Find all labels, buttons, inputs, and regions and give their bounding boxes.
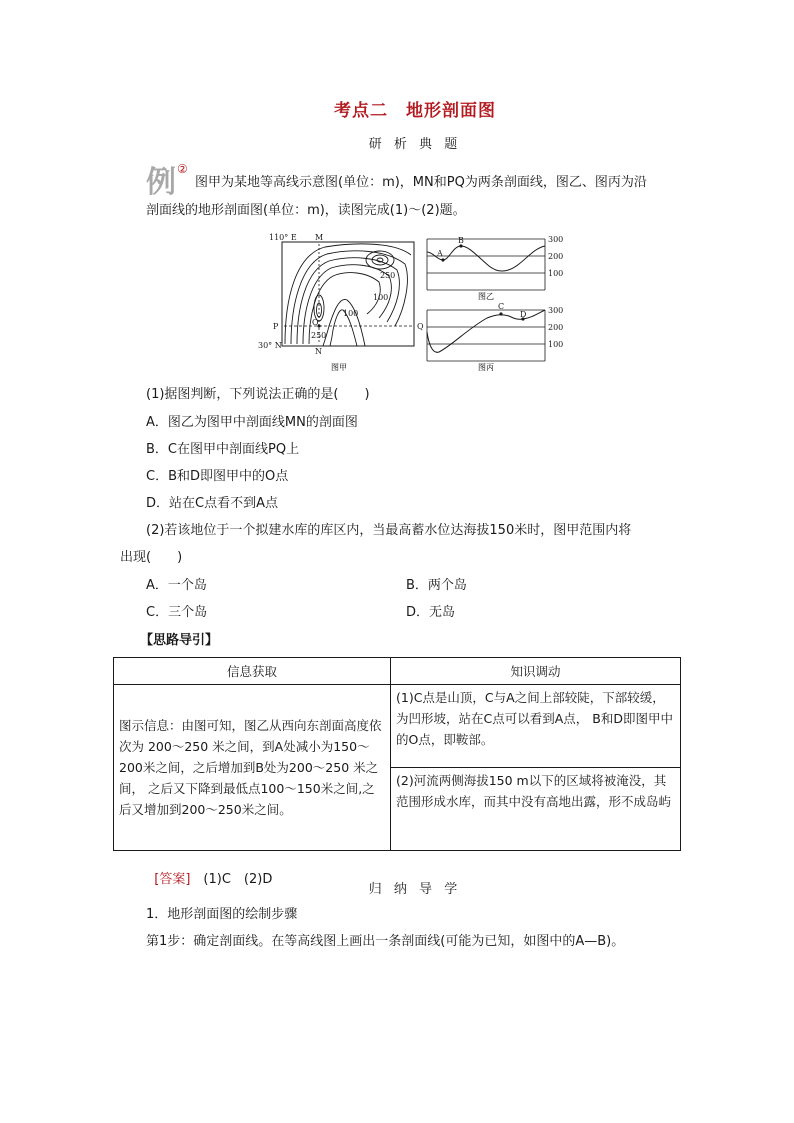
- guide-col-info-header: 信息获取: [114, 658, 391, 685]
- q1-option-a: A．图乙为图甲中剖面线MN的剖面图: [146, 415, 358, 430]
- example-intro-line2: 剖面线的地形剖面图(单位：m)，读图完成(1)～(2)题。: [146, 203, 466, 218]
- q2-stem-line2: 出现( ): [120, 550, 183, 565]
- profile-bing-caption: 图丙: [478, 363, 494, 372]
- profile-yi-point-a: [441, 258, 444, 261]
- contour-line: [323, 299, 365, 346]
- map-caption: 图甲: [331, 363, 347, 372]
- map-point-p: P: [273, 322, 279, 331]
- map-point-n: N: [315, 347, 322, 356]
- profile-yi-tick-200: 200: [548, 252, 564, 261]
- guide-knowledge-cell-1: (1)C点是山顶，C与A之间上部较陡，下部较缓，为凹形坡，站在C点可以看到A点， B和D即图甲中的O点，即鞍部。: [391, 685, 681, 768]
- q2-option-b: B．两个岛: [406, 578, 467, 593]
- map-contour-label-250-ne: 250: [380, 271, 396, 280]
- map-point-q: Q: [417, 322, 424, 331]
- example-intro-line1: 图甲为某地等高线示意图(单位：m)，MN和PQ为两条剖面线，图乙、图丙为沿: [195, 175, 647, 190]
- profile-yi-tick-100: 100: [548, 269, 564, 278]
- subtitle-study: 研 析 典 题: [368, 137, 462, 152]
- q2-option-c: C．三个岛: [146, 605, 208, 620]
- map-point-m: M: [315, 233, 324, 242]
- profile-yi-caption: 图乙: [478, 292, 494, 301]
- map-lon-label: 110° E: [269, 233, 297, 242]
- profile-yi-tick-300: 300: [548, 235, 564, 244]
- map-point-o: O: [312, 318, 319, 327]
- example-number: ②: [177, 162, 188, 176]
- q2-option-a: A．一个岛: [146, 578, 207, 593]
- q1-stem: (1)据图判断，下列说法正确的是( ): [146, 387, 370, 402]
- profile-bing-point-c: [499, 312, 502, 315]
- profile-yi: [427, 235, 563, 301]
- profile-bing-label-c: C: [498, 302, 505, 311]
- guide-col-knowledge-header: 知识调动: [391, 658, 681, 685]
- q1-option-d: D．站在C点看不到A点: [146, 496, 278, 511]
- contour-hill-ne: [366, 251, 394, 269]
- q1-option-b: B．C在图甲中剖面线PQ上: [146, 442, 300, 457]
- summary-item1: 1．地形剖面图的绘制步骤: [146, 907, 298, 922]
- profile-yi-label-a: A: [437, 249, 443, 258]
- guide-heading: 【思路导引】: [140, 633, 219, 648]
- profile-bing-terrain: [427, 310, 545, 352]
- profile-bing: [427, 302, 563, 372]
- profile-yi-label-b: B: [458, 236, 464, 245]
- profile-bing-label-d: D: [520, 310, 527, 319]
- map-contour-label-250-o: 250: [311, 331, 327, 340]
- guide-info-cell: 图示信息：由图可知，图乙从西向东剖面高度依次为 200～250 米之间，到A处减小为150～200米之间，之后增加到B处为200～250 米之间， 之后又下降到最低点100～150米之间,之后又增加到200～250米之间。: [114, 685, 391, 851]
- subtitle-summary: 归 纳 导 学: [368, 882, 462, 897]
- answer-text: (1)C (2)D: [203, 872, 273, 887]
- guide-table: [113, 657, 681, 851]
- map-contour-label-100-s: 100: [343, 309, 359, 318]
- example-mark: 例: [146, 165, 176, 200]
- summary-step1: 第1步：确定剖面线。在等高线图上画出一条剖面线(可能为已知，如图中的A—B)。: [146, 934, 625, 949]
- map-lat-label: 30° N: [258, 341, 282, 350]
- q2-option-d: D．无岛: [406, 605, 456, 620]
- profile-bing-tick-100: 100: [548, 340, 564, 349]
- q2-stem-line1: (2)若该地位于一个拟建水库的库区内，当最高蓄水位达海拔150米时，图甲范围内将: [146, 523, 632, 538]
- profile-bing-tick-200: 200: [548, 323, 564, 332]
- section-title: 考点二 地形剖面图: [334, 101, 496, 121]
- guide-knowledge-cell-2: (2)河流两侧海拔150 m以下的区域将被淹没，其范围形成水库，而其中没有高地出露，形不成岛屿: [391, 768, 681, 851]
- q1-option-c: C．B和D即图甲中的O点: [146, 469, 289, 484]
- contour-map: [258, 233, 424, 372]
- map-contour-label-100-e: 100: [373, 293, 389, 302]
- profile-yi-terrain: [427, 246, 545, 271]
- answer-label: [答案]: [154, 872, 191, 887]
- profile-bing-tick-300: 300: [548, 306, 564, 315]
- figure-contour-and-profiles: [255, 230, 575, 378]
